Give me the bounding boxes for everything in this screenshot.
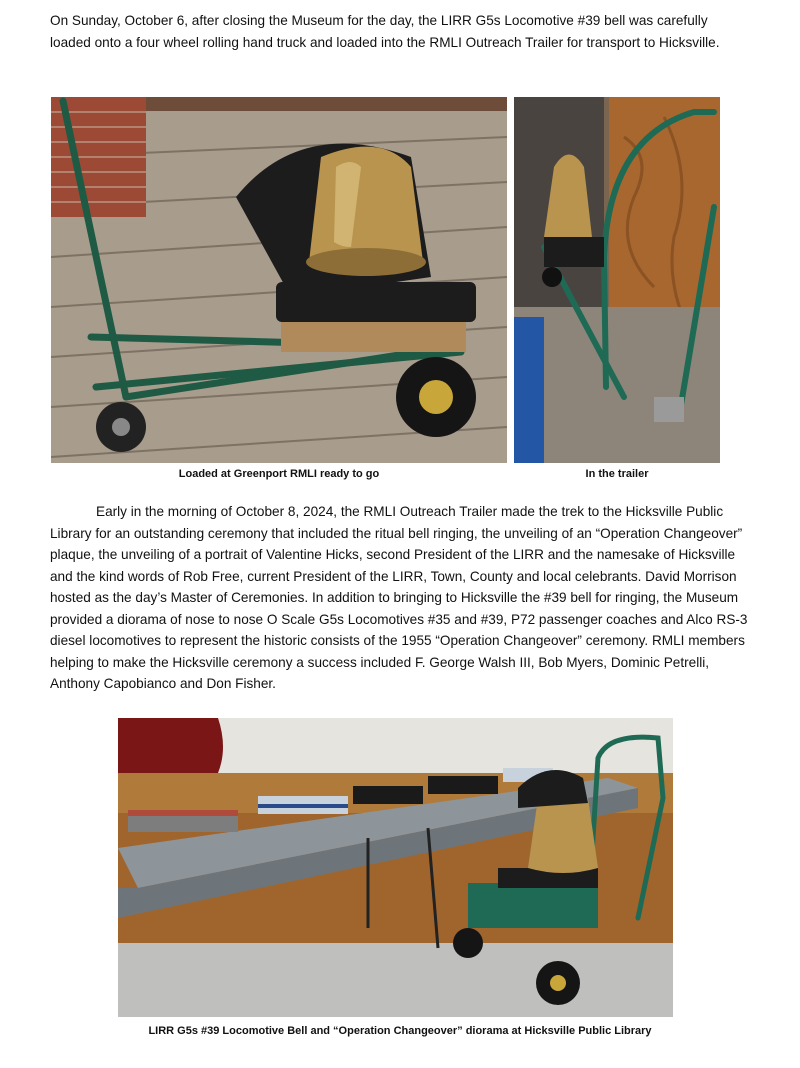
- photo-caption-trailer: In the trailer: [585, 468, 649, 480]
- main-paragraph: Early in the morning of October 8, 2024, the RMLI Outreach Trailer made the trek to the Hicksville Public Library for an outstanding ceremony that included the ritual bell ringing, the unveiling of an “Operation Changeover” plaque, the unveiling of a portrait of Valentine Hicks, second President of the LIRR and the namesake of Hicksville and the kind words of Rob Free, current President of the LIRR, Town, County and local celebrants. David Morrison hosted as the day’s Master of Ceremonies. In addition to bringing to Hicksville the #39 bell for ringing, the Museum provided a diorama of nose to nose O Scale G5s Locomotives #35 and #39, P72 passenger coaches and Alco RS-3 diesel locomotives to represent the historic consists of the 1955 “Operation Changeover” ceremony. RMLI members helping to make the Hicksville ceremony a success included F. George Walsh III, Bob Myers, Dominic Petrelli, Anthony Capobianco and Don Fisher.: [50, 504, 748, 691]
- bell-in-trailer-photo: [514, 97, 720, 463]
- photo-caption-hicksville: LIRR G5s #39 Locomotive Bell and “Operation Changeover” diorama at Hicksville Public Library: [148, 1025, 652, 1037]
- bell-on-hand-truck-photo: [51, 97, 507, 463]
- photo-caption-greenport: Loaded at Greenport RMLI ready to go: [178, 468, 380, 480]
- diorama-and-bell-photo: [118, 718, 673, 1017]
- intro-paragraph: On Sunday, October 6, after closing the Museum for the day, the LIRR G5s Locomotive #39 bell was carefully loaded onto a four wheel rolling hand truck and loaded into the RMLI Outreach Trailer for transport to Hicksville.: [50, 13, 720, 50]
